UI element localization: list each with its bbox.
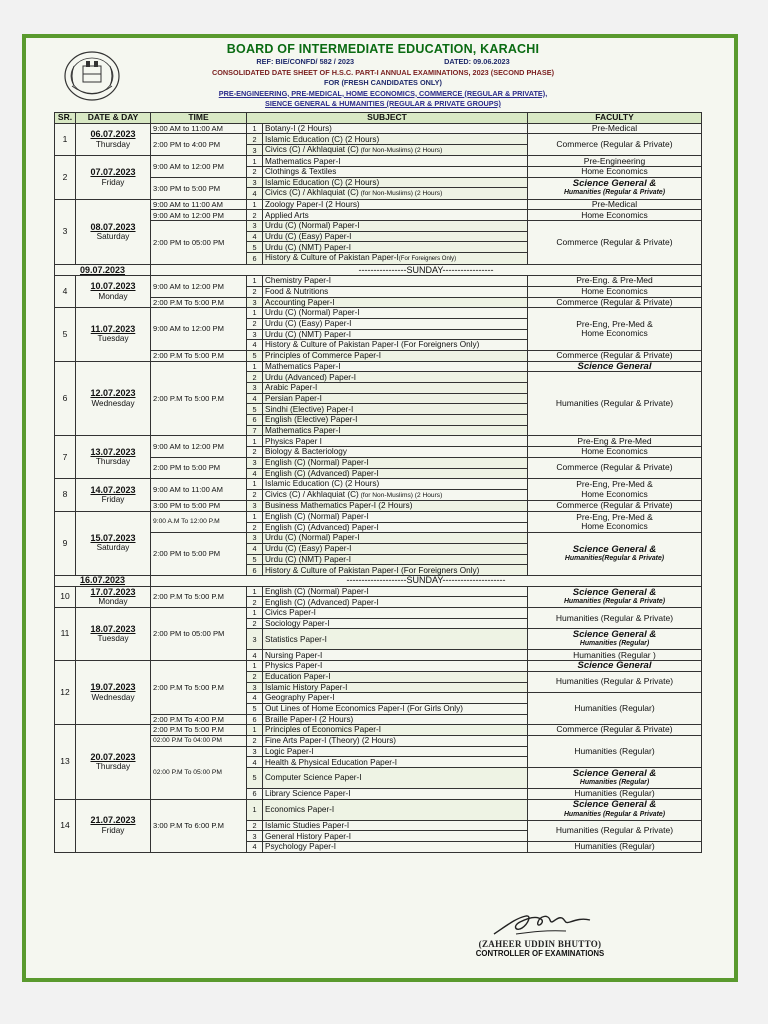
time-cell: 9:00 AM to 12:00 PM [151, 210, 247, 221]
subject-cell: Logic Paper-I [263, 746, 528, 757]
item-number: 2 [247, 167, 263, 178]
faculty-cell: Pre-Eng, Pre-Med & Home Economics [528, 308, 702, 351]
date-cell: 07.07.2023 Friday [76, 156, 151, 199]
document-header [60, 42, 706, 114]
sr-cell: 9 [55, 511, 76, 575]
item-number: 2 [247, 134, 263, 145]
col-time: TIME [151, 113, 247, 124]
time-cell: 2:00 P.M To 5:00 P.M [151, 361, 247, 436]
sr-cell: 14 [55, 799, 76, 852]
faculty-cell: Humanities (Regular) [528, 735, 702, 767]
faculty-cell: Science General & Humanities (Regular) [528, 629, 702, 650]
subject-cell: History & Culture of Pakistan Paper-I (For Foreigners Only) [263, 340, 528, 351]
time-cell: 9:00 AM to 11:00 AM [151, 479, 247, 501]
item-number: 2 [247, 522, 263, 533]
faculty-cell: Commerce (Regular & Private) [528, 457, 702, 478]
subject-cell: Computer Science Paper-I [263, 768, 528, 789]
subject-cell: Sindhi (Elective) Paper-I [263, 404, 528, 415]
subject-cell: Accounting Paper-I [263, 297, 528, 308]
table-row [55, 479, 702, 490]
table-row [55, 586, 702, 597]
item-number: 2 [247, 372, 263, 383]
subject-cell: Chemistry Paper-I [263, 276, 528, 287]
col-faculty: FACULTY [528, 113, 702, 124]
table-row [55, 199, 702, 210]
faculty-cell: Humanities (Regular) [528, 789, 702, 800]
subject-cell: Physics Paper I [263, 436, 528, 447]
subject-cell: Civics (C) / Akhlaquiat (C) (for Non-Muslims) (2 Hours) [263, 188, 528, 199]
subject-cell: Arabic Paper-I [263, 383, 528, 394]
item-number: 6 [247, 789, 263, 800]
faculty-cell: Science General & Humanities (Regular & Private) [528, 177, 702, 199]
item-number: 1 [247, 608, 263, 619]
date-cell: 11.07.2023 Tuesday [76, 308, 151, 361]
time-cell: 9:00 A.M To 12:00 P.M [151, 511, 247, 532]
table-row [55, 177, 702, 188]
table-row [55, 276, 702, 287]
date-cell: 20.07.2023 Thursday [76, 725, 151, 799]
controller-name: (ZAHEER UDDIN BHUTTO) [478, 939, 602, 949]
item-number: 1 [247, 799, 263, 820]
faculty-cell: Pre-Eng & Pre-Med [528, 436, 702, 447]
item-number: 2 [247, 210, 263, 221]
subject-cell: Statistics Paper-I [263, 629, 528, 650]
candidates-note: FOR (FRESH CANDIDATES ONLY) [324, 78, 442, 87]
time-cell: 2:00 P.M To 5:00 P.M [151, 725, 247, 736]
item-number: 3 [247, 629, 263, 650]
item-number: 2 [247, 820, 263, 831]
item-number: 3 [247, 746, 263, 757]
faculty-cell: Humanities (Regular ) [528, 650, 702, 661]
time-cell: 9:00 AM to 11:00 AM [151, 199, 247, 210]
sunday-date: 09.07.2023 [55, 265, 151, 276]
item-number: 1 [247, 276, 263, 287]
faculty-cell: Humanities (Regular & Private) [528, 671, 702, 692]
item-number: 5 [247, 768, 263, 789]
table-row [55, 735, 702, 746]
item-number: 1 [247, 586, 263, 597]
table-row [55, 533, 702, 544]
subject-cell: Mathematics Paper-I [263, 425, 528, 436]
subject-cell: Physics Paper-I [263, 661, 528, 672]
time-cell: 2:00 PM to 5:00 PM [151, 533, 247, 576]
subject-cell: English (C) (Advanced) Paper-I [263, 522, 528, 533]
subject-cell: Botany-I (2 Hours) [263, 123, 528, 134]
faculty-cell: Humanities (Regular & Private) [528, 608, 702, 629]
datesheet-intro: CONSOLIDATED DATE SHEET OF [211, 67, 332, 77]
item-number: 5 [247, 554, 263, 565]
faculty-cell: Humanities (Regular) [528, 842, 702, 853]
item-number: 1 [247, 725, 263, 736]
item-number: 7 [247, 425, 263, 436]
sr-cell: 8 [55, 479, 76, 512]
time-cell: 2:00 PM to 5:00 PM [151, 457, 247, 478]
faculty-cell: Pre-Eng. & Pre-Med [528, 276, 702, 287]
item-number: 4 [247, 693, 263, 704]
time-cell: 2:00 P.M To 5:00 P.M [151, 297, 247, 308]
time-cell: 9:00 AM to 12:00 PM [151, 156, 247, 177]
table-row [55, 799, 702, 820]
sunday-row [55, 265, 702, 276]
subject-cell: English (Elective) Paper-I [263, 415, 528, 426]
sr-cell: 3 [55, 199, 76, 265]
subject-cell: Principles of Commerce Paper-I [263, 350, 528, 361]
subject-cell: English (C) (Normal) Paper-I [263, 511, 528, 522]
subject-cell: Out Lines of Home Economics Paper-I (For Girls Only) [263, 703, 528, 714]
item-number: 4 [247, 393, 263, 404]
date-cell: 19.07.2023 Wednesday [76, 661, 151, 725]
subject-cell: Urdu (C) (Normal) Paper-I [263, 221, 528, 232]
time-cell: 2:00 PM to 05:00 PM [151, 608, 247, 661]
time-cell: 3:00 PM to 5:00 PM [151, 177, 247, 199]
subject-cell: Braille Paper-I (2 Hours) [263, 714, 528, 725]
col-date-day: DATE & DAY [76, 113, 151, 124]
controller-title: CONTROLLER OF EXAMINATIONS [475, 949, 605, 958]
time-cell: 9:00 AM to 11:00 AM [151, 123, 247, 134]
subject-cell: Urdu (C) (Easy) Paper-I [263, 318, 528, 329]
subject-cell: History & Culture of Pakistan Paper-I (For Foreigners Only) [263, 565, 528, 576]
date-cell: 15.07.2023 Saturday [76, 511, 151, 575]
sunday-date: 16.07.2023 [55, 576, 151, 587]
date-issued: DATED: 09.06.2023 [444, 57, 510, 66]
date-cell: 12.07.2023 Wednesday [76, 361, 151, 436]
item-number: 4 [247, 650, 263, 661]
table-row [55, 123, 702, 134]
item-number: 6 [247, 415, 263, 426]
sr-cell: 11 [55, 608, 76, 661]
subject-cell: Persian Paper-I [263, 393, 528, 404]
item-number: 5 [247, 350, 263, 361]
table-row [55, 210, 702, 221]
faculty-cell: Home Economics [528, 447, 702, 458]
table-row [55, 457, 702, 468]
time-cell: 2:00 PM to 4:00 PM [151, 134, 247, 156]
item-number: 3 [247, 682, 263, 693]
item-number: 2 [247, 286, 263, 297]
item-number: 3 [247, 297, 263, 308]
time-cell: 2:00 P.M To 5:00 P.M [151, 661, 247, 714]
faculty-cell: Science General & Humanities (Regular) [528, 768, 702, 789]
faculty-cell: Humanities (Regular & Private) [528, 820, 702, 841]
sr-cell: 7 [55, 436, 76, 479]
time-cell: 3:00 P.M To 6:00 P.M [151, 799, 247, 852]
time-cell: 2:00 P.M To 4:00 P.M [151, 714, 247, 725]
item-number: 4 [247, 188, 263, 199]
subject-cell: Nursing Paper-I [263, 650, 528, 661]
board-title: BOARD OF INTERMEDIATE EDUCATION, KARACHI [226, 42, 540, 56]
item-number: 1 [247, 156, 263, 167]
item-number: 1 [247, 511, 263, 522]
datesheet-exam: H.S.C. PART-I ANNUAL EXAMINATIONS, 2023 (SECOND PHASE) [331, 67, 555, 77]
item-number: 4 [247, 468, 263, 479]
subject-cell: English (C) (Advanced) Paper-I [263, 597, 528, 608]
subject-cell: Clothings & Textiles [263, 167, 528, 178]
faculty-cell: Pre-Medical [528, 123, 702, 134]
date-cell: 14.07.2023 Friday [76, 479, 151, 512]
date-cell: 17.07.2023 Monday [76, 586, 151, 607]
subject-cell: Urdu (C) (NMT) Paper-I [263, 554, 528, 565]
item-number: 3 [247, 831, 263, 842]
faculty-cell: Commerce (Regular & Private) [528, 725, 702, 736]
sr-cell: 5 [55, 308, 76, 361]
subject-cell: Sociology Paper-I [263, 618, 528, 629]
groups-line-2: SIENCE GENERAL & HUMANITIES (REGULAR & PRIVATE GROUPS) [265, 99, 501, 108]
item-number: 2 [247, 671, 263, 682]
item-number: 3 [247, 383, 263, 394]
item-number: 4 [247, 757, 263, 768]
item-number: 2 [247, 489, 263, 500]
table-row [55, 221, 702, 232]
faculty-cell: Science General & Humanities (Regular & Private) [528, 799, 702, 820]
faculty-cell: Humanities (Regular) [528, 693, 702, 725]
item-number: 6 [247, 253, 263, 265]
item-number: 3 [247, 145, 263, 156]
subject-cell: Biology & Bacteriology [263, 447, 528, 458]
table-row [55, 361, 702, 372]
faculty-cell: Pre-Eng, Pre-Med & Home Economics [528, 511, 702, 532]
faculty-cell: Commerce (Regular & Private) [528, 501, 702, 512]
subject-cell: English (C) (Normal) Paper-I [263, 586, 528, 597]
date-cell: 18.07.2023 Tuesday [76, 608, 151, 661]
item-number: 2 [247, 318, 263, 329]
table-row [55, 501, 702, 512]
item-number: 2 [247, 735, 263, 746]
sr-cell: 4 [55, 276, 76, 308]
item-number: 4 [247, 340, 263, 351]
reference-number: REF: BIE/CONFD/ 582 / 2023 [256, 57, 355, 66]
faculty-cell: Commerce (Regular & Private) [528, 221, 702, 265]
item-number: 1 [247, 361, 263, 372]
time-cell: 2:00 P.M To 5:00 P.M [151, 586, 247, 607]
sr-cell: 1 [55, 123, 76, 156]
date-cell: 08.07.2023 Saturday [76, 199, 151, 265]
subject-cell: Civics (C) / Akhlaquiat (C) (for Non-Muslims) (2 Hours) [263, 145, 528, 156]
table-row [55, 308, 702, 319]
item-number: 3 [247, 533, 263, 544]
groups-line-1: PRE-ENGINEERING, PRE-MEDICAL, HOME ECONOMICS, COMMERCE (REGULAR & PRIVATE), [218, 88, 548, 98]
subject-cell: Mathematics Paper-I [263, 361, 528, 372]
item-number: 5 [247, 703, 263, 714]
subject-cell: Food & Nutritions [263, 286, 528, 297]
date-cell: 06.07.2023 Thursday [76, 123, 151, 156]
sunday-row [55, 576, 702, 587]
subject-cell: Psychology Paper-I [263, 842, 528, 853]
sr-cell: 6 [55, 361, 76, 436]
faculty-cell: Commerce (Regular & Private) [528, 350, 702, 361]
item-number: 4 [247, 543, 263, 554]
subject-cell: English (C) (Normal) Paper-I [263, 457, 528, 468]
time-cell: 02:00 P.M To 05:00 PM [151, 746, 247, 799]
item-number: 1 [247, 479, 263, 490]
time-cell: 2:00 P.M To 5:00 P.M [151, 350, 247, 361]
subject-cell: Fine Arts Paper-I (Theory) (2 Hours) [263, 735, 528, 746]
sr-cell: 13 [55, 725, 76, 799]
subject-cell: Islamic History Paper-I [263, 682, 528, 693]
item-number: 3 [247, 177, 263, 188]
subject-cell: Geography Paper-I [263, 693, 528, 704]
faculty-cell: Home Economics [528, 286, 702, 297]
item-number: 2 [247, 597, 263, 608]
subject-cell: History & Culture of Pakistan Paper-I(For Foreigners Only) [263, 253, 528, 265]
subject-cell: Islamic Education (C) (2 Hours) [263, 177, 528, 188]
faculty-cell: Pre-Engineering [528, 156, 702, 167]
subject-cell: Civics Paper-I [263, 608, 528, 619]
item-number: 1 [247, 308, 263, 319]
subject-cell: Urdu (C) (Easy) Paper-I [263, 543, 528, 554]
table-row [55, 350, 702, 361]
signature-block [420, 939, 660, 958]
subject-cell: Civics (C) / Akhlaquiat (C) (for Non-Muslims) (2 Hours) [263, 489, 528, 500]
item-number: 6 [247, 565, 263, 576]
table-row [55, 436, 702, 447]
subject-cell: Urdu (C) (Normal) Paper-I [263, 533, 528, 544]
time-cell: 9:00 AM to 12:00 PM [151, 276, 247, 297]
table-row [55, 725, 702, 736]
item-number: 3 [247, 501, 263, 512]
faculty-cell: Pre-Eng, Pre-Med & Home Economics [528, 479, 702, 501]
subject-cell: Applied Arts [263, 210, 528, 221]
date-cell: 13.07.2023 Thursday [76, 436, 151, 479]
item-number: 1 [247, 436, 263, 447]
time-cell: 3:00 PM to 5:00 PM [151, 501, 247, 512]
sunday-label: --------------------SUNDAY--------------------- [151, 576, 702, 587]
subject-cell: Business Mathematics Paper-I (2 Hours) [263, 501, 528, 512]
item-number: 4 [247, 231, 263, 242]
time-cell: 2:00 PM to 05:00 PM [151, 221, 247, 265]
subject-cell: English (C) (Advanced) Paper-I [263, 468, 528, 479]
item-number: 1 [247, 199, 263, 210]
subject-cell: Zoology Paper-I (2 Hours) [263, 199, 528, 210]
item-number: 2 [247, 447, 263, 458]
subject-cell: Library Science Paper-I [263, 789, 528, 800]
subject-cell: Urdu (C) (NMT) Paper-I [263, 329, 528, 340]
subject-cell: Islamic Education (C) (2 Hours) [263, 479, 528, 490]
faculty-cell: Home Economics [528, 167, 702, 178]
time-cell: 9:00 AM to 12:00 PM [151, 308, 247, 351]
subject-cell: Urdu (C) (NMT) Paper-I [263, 242, 528, 253]
col-subject: SUBJECT [247, 113, 528, 124]
subject-cell: Urdu (Advanced) Paper-I [263, 372, 528, 383]
faculty-cell: Humanities (Regular & Private) [528, 372, 702, 436]
item-number: 2 [247, 618, 263, 629]
sr-cell: 10 [55, 586, 76, 607]
faculty-cell: Science General [528, 361, 702, 372]
date-cell: 21.07.2023 Friday [76, 799, 151, 852]
table-row [55, 156, 702, 167]
time-cell: 9:00 AM to 12:00 PM [151, 436, 247, 457]
table-row [55, 608, 702, 619]
subject-cell: Health & Physical Education Paper-I [263, 757, 528, 768]
table-row [55, 511, 702, 522]
subject-cell: Islamic Education (C) (2 Hours) [263, 134, 528, 145]
subject-cell: Islamic Studies Paper-I [263, 820, 528, 831]
sr-cell: 2 [55, 156, 76, 199]
subject-cell: Mathematics Paper-I [263, 156, 528, 167]
faculty-cell: Science General & Humanities (Regular & Private) [528, 586, 702, 607]
item-number: 4 [247, 842, 263, 853]
faculty-cell: Science General [528, 661, 702, 672]
subject-cell: Urdu (C) (Normal) Paper-I [263, 308, 528, 319]
col-sr: SR. [55, 113, 76, 124]
item-number: 1 [247, 661, 263, 672]
item-number: 5 [247, 404, 263, 415]
subject-cell: Principles of Economics Paper-I [263, 725, 528, 736]
subject-cell: Education Paper-I [263, 671, 528, 682]
table-header-row [55, 113, 702, 124]
subject-cell: Urdu (C) (Easy) Paper-I [263, 231, 528, 242]
time-cell: 02:00 P.M To 04:00 PM [151, 735, 247, 746]
table-row [55, 297, 702, 308]
sunday-label: ----------------SUNDAY----------------- [151, 265, 702, 276]
faculty-cell: Home Economics [528, 210, 702, 221]
subject-cell: General History Paper-I [263, 831, 528, 842]
sr-cell: 12 [55, 661, 76, 725]
faculty-cell: Commerce (Regular & Private) [528, 134, 702, 156]
date-sheet-table [54, 112, 702, 853]
item-number: 1 [247, 123, 263, 134]
item-number: 3 [247, 329, 263, 340]
subject-cell: Economics Paper-I [263, 799, 528, 820]
item-number: 3 [247, 221, 263, 232]
table-row [55, 134, 702, 145]
table-row [55, 661, 702, 672]
faculty-cell: Science General & Humanities(Regular & Private) [528, 533, 702, 576]
item-number: 5 [247, 242, 263, 253]
faculty-cell: Commerce (Regular & Private) [528, 297, 702, 308]
faculty-cell: Pre-Medical [528, 199, 702, 210]
item-number: 3 [247, 457, 263, 468]
date-cell: 10.07.2023 Monday [76, 276, 151, 308]
item-number: 6 [247, 714, 263, 725]
